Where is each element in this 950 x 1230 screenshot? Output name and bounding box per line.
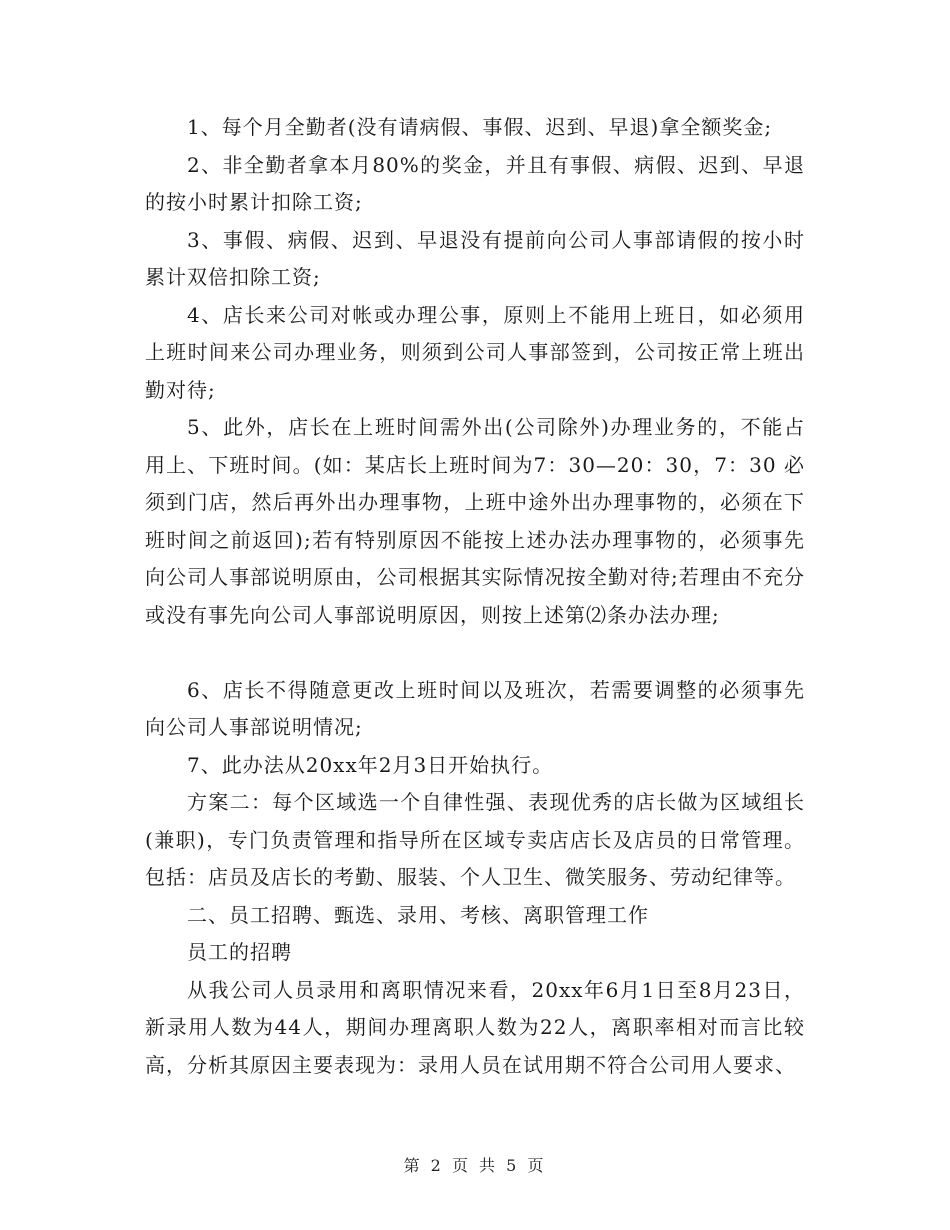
- paragraph-rule-7: 7、此办法从20xx年2月3日开始执行。: [187, 752, 554, 777]
- paragraph-spacer: [145, 634, 805, 672]
- paragraph-rule-3: 3、事假、病假、迟到、早退没有提前向公司人事部请假的按小时累计双倍扣除工资;: [145, 227, 805, 289]
- paragraph-rule-1: 1、每个月全勤者(没有请病假、事假、迟到、早退)拿全额奖金;: [187, 115, 773, 139]
- page-number-footer: 第 2 页 共 5 页: [403, 1156, 547, 1175]
- subsection-heading: 员工的招聘: [187, 940, 292, 964]
- section-heading: 二、员工招聘、甄选、录用、考核、离职管理工作: [187, 902, 649, 927]
- paragraph-rule-4: 4、店长来公司对帐或办理公事，原则上不能用上班日，如必须用上班时间来公司办理业务，则须到公司人事部签到，公司按正常上班出勤对待;: [145, 302, 805, 402]
- paragraph-rule-6: 6、店长不得随意更改上班时间以及班次，若需要调整的必须事先向公司人事部说明情况;: [145, 677, 805, 739]
- paragraph-rule-2: 2、非全勤者拿本月80%的奖金，并且有事假、病假、迟到、早退的按小时累计扣除工资;: [145, 152, 805, 214]
- paragraph-recruitment: 从我公司人员录用和离职情况来看，20xx年6月1日至8月23日，新录用人数为44人，期间办理离职人数为22人，离职率相对而言比较高，分析其原因主要表现为：录用人员在试用期不符合公司用人要求、: [145, 977, 805, 1077]
- paragraph-rule-5: 5、此外，店长在上班时间需外出(公司除外)办理业务的，不能占用上、下班时间。(如：某店长上班时间为7：30—20：30，7：30 必须到门店，然后再外出办理事物，上班中途外出办理事物的，必须在下班时间之前返回);若有特别原因不能按上述办法办理事物的，必须事先向公司人事部说明原由，公司根据其实际情况按全勤对待;若理由不充分或没有事先向公司人事部说明原因，则按上述第⑵条办法办理;: [145, 415, 805, 627]
- paragraph-plan-two: 方案二：每个区域选一个自律性强、表现优秀的店长做为区域组长(兼职)，专门负责管理和指导所在区域专卖店店长及店员的日常管理。包括：店员及店长的考勤、服装、个人卫生、微笑服务、劳动纪律等。: [145, 790, 805, 889]
- document-body: [145, 109, 805, 1084]
